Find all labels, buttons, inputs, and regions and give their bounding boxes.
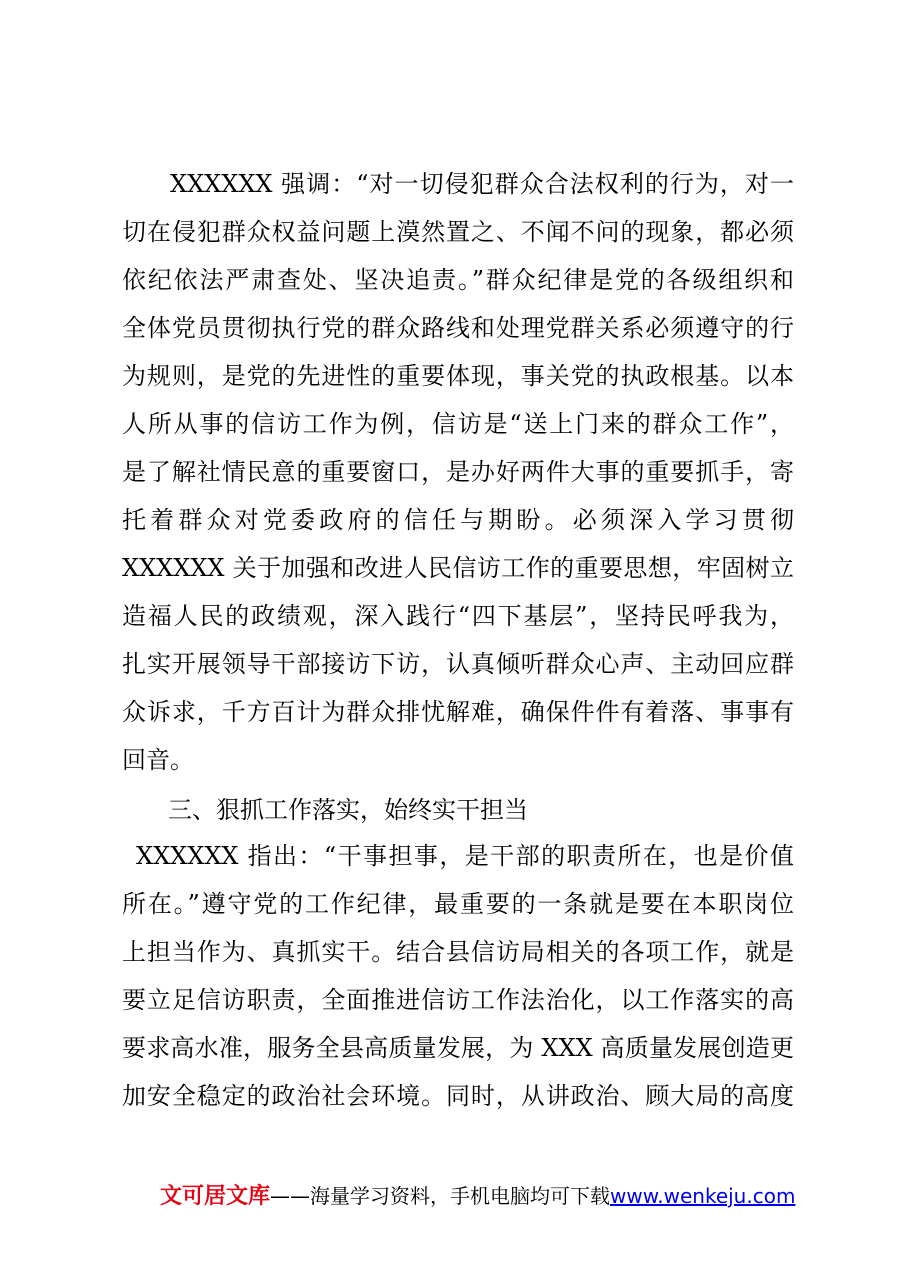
- paragraph-1-line-10: 造福人民的政绩观，深入践行“四下基层”，坚持民呼我为，: [122, 602, 794, 630]
- paragraph-1-line-7: 是了解社情民意的重要窗口，是办好两件大事的重要抓手，寄: [122, 458, 794, 486]
- footer-tagline: ——海量学习资料，手机电脑均可下载: [270, 1184, 611, 1208]
- paragraph-2-line-3: 上担当作为、真抓实干。结合县信访局相关的各项工作，就是: [122, 938, 794, 966]
- footer-url-link[interactable]: www.wenkeju.com: [610, 1184, 796, 1208]
- paragraph-1-line-9: XXXXXX 关于加强和改进人民信访工作的重要思想，牢固树立: [122, 554, 794, 582]
- paragraph-1-line-12: 众诉求，千方百计为群众排忧解难，确保件件有着落、事事有: [122, 698, 794, 726]
- paragraph-1-line-11: 扎实开展领导干部接访下访，认真倾听群众心声、主动回应群: [122, 650, 794, 678]
- paragraph-1-line-8: 托着群众对党委政府的信任与期盼。必须深入学习贯彻: [122, 506, 794, 534]
- paragraph-2-line-4: 要立足信访职责，全面推进信访工作法治化，以工作落实的高: [122, 986, 794, 1014]
- paragraph-2-line-6: 加安全稳定的政治社会环境。同时，从讲政治、顾大局的高度: [122, 1082, 794, 1110]
- paragraph-1-line-3: 依纪依法严肃查处、坚决追责。”群众纪律是党的各级组织和: [122, 266, 794, 294]
- paragraph-1-line-1: XXXXXX 强调：“对一切侵犯群众合法权利的行为，对一: [170, 170, 794, 198]
- paragraph-2-line-1: XXXXXX 指出：“干事担事，是干部的职责所在，也是价值: [136, 842, 794, 870]
- paragraph-1-line-13: 回音。: [122, 746, 194, 774]
- footer-brand: 文可居文库: [160, 1184, 271, 1209]
- paragraph-2-line-2: 所在。”遵守党的工作纪律，最重要的一条就是要在本职岗位: [122, 890, 794, 918]
- paragraph-1-line-6: 人所从事的信访工作为例，信访是“送上门来的群众工作”，: [122, 410, 794, 438]
- paragraph-1-line-4: 全体党员贯彻执行党的群众路线和处理党群关系必须遵守的行: [122, 314, 794, 342]
- paragraph-2-line-5: 要求高水准，服务全县高质量发展，为 XXX 高质量发展创造更: [122, 1034, 794, 1062]
- paragraph-1-line-5: 为规则，是党的先进性的重要体现，事关党的执政根基。以本: [122, 362, 794, 390]
- paragraph-1-line-2: 切在侵犯群众权益问题上漠然置之、不闻不问的现象，都必须: [122, 218, 794, 246]
- section-heading: 三、狠抓工作落实，始终实干担当: [168, 796, 528, 824]
- footer-banner: [160, 1180, 795, 1212]
